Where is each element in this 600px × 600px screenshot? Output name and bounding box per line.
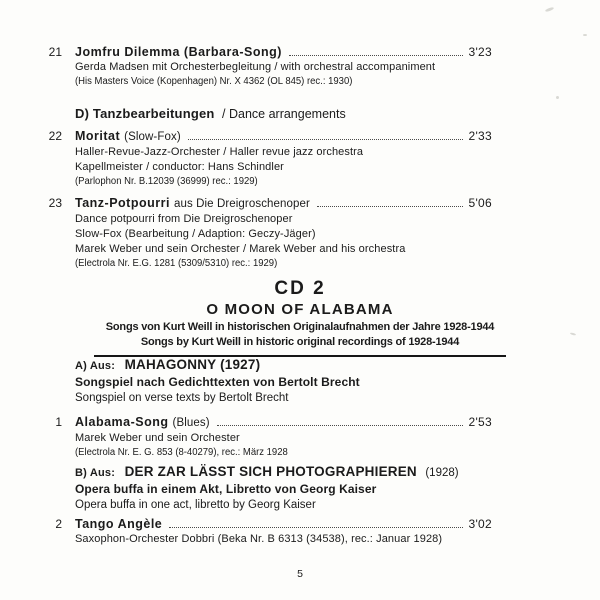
track-title-row (32, 44, 492, 60)
cd-album-title: O MOON OF ALABAMA (206, 301, 394, 318)
track-details (75, 212, 492, 271)
track-title: Moritat (75, 129, 121, 143)
section-heading-b (75, 464, 600, 513)
track-item-1 (32, 414, 492, 460)
cd2-header (0, 278, 600, 357)
dotted-leader (169, 527, 463, 528)
section-prefix: B) Aus: (75, 467, 116, 479)
track-title: Tanz-Potpourri (75, 196, 170, 210)
performer-line: Marek Weber und sein Orchester (75, 432, 240, 444)
track-title-note: aus Die Dreigroschenoper (173, 198, 310, 210)
dotted-leader (188, 139, 464, 140)
cd-description-en: Songs by Kurt Weill in historic original recordings of 1928-1944 (140, 336, 460, 348)
title-translation-line: Dance potpourri from Die Dreigroschenoper (75, 213, 293, 225)
catalog-line: (Electrola Nr. E. G. 853 (8-40279), rec.: März 1928 (75, 447, 288, 458)
page-number: 5 (297, 568, 303, 580)
track-title-row (32, 516, 492, 532)
cd-description-de: Songs von Kurt Weill in historischen Originalaufnahmen der Jahre 1928-1944 (105, 321, 495, 333)
section-subtitle-en: Songspiel on verse texts by Bertolt Brecht (75, 392, 289, 404)
section-title-row (75, 464, 600, 481)
track-duration: 3'02 (468, 517, 492, 531)
track-title-note: (Blues) (172, 417, 210, 429)
track-duration: 3'23 (468, 45, 492, 59)
section-subtitle-en: Opera buffa in one act, libretto by Georg Kaiser (75, 499, 316, 511)
arrangement-line: Slow-Fox (Bearbeitung / Adaption: Geczy-Jäger) (75, 228, 316, 240)
section-prefix: A) Aus: (75, 360, 116, 372)
section-subtitle-de: Opera buffa in einem Akt, Libretto von Georg Kaiser (75, 482, 377, 496)
section-label-en: / Dance arrangements (222, 107, 346, 121)
performer-line: Marek Weber und sein Orchester / Marek Weber and his orchestra (75, 243, 406, 255)
performer-line: Saxophon-Orchester Dobbri (Beka Nr. B 6313 (34538), rec.: Januar 1928) (75, 533, 443, 545)
dotted-leader (317, 206, 464, 207)
track-details (75, 431, 492, 460)
conductor-line: Kapellmeister / conductor: Hans Schindler (75, 161, 284, 173)
track-number: 22 (48, 129, 62, 143)
track-title-row (32, 128, 492, 145)
catalog-line: (Parlophon Nr. B.12039 (36999) rec.: 1929) (75, 176, 258, 187)
track-item-21 (32, 44, 492, 89)
track-duration: 2'53 (468, 415, 492, 429)
track-duration: 5'06 (468, 196, 492, 210)
section-year: (1928) (425, 467, 459, 479)
catalog-line: (His Masters Voice (Kopenhagen) Nr. X 4362 (OL 845) rec.: 1930) (75, 76, 353, 87)
dotted-leader (289, 55, 464, 56)
track-details (75, 145, 492, 189)
track-title-row (32, 195, 492, 212)
scan-artifact (556, 96, 559, 99)
track-title: Alabama-Song (75, 415, 169, 429)
section-heading-a (75, 357, 600, 406)
section-label-de: D) Tanzbearbeitungen (75, 106, 215, 121)
catalog-line: (Electrola Nr. E.G. 1281 (5309/5310) rec.: 1929) (75, 258, 278, 269)
track-item-2 (32, 516, 492, 547)
performer-line: Haller-Revue-Jazz-Orchester / Haller revue jazz orchestra (75, 146, 364, 158)
track-title-note: (Slow-Fox) (124, 131, 181, 143)
cd-number-title: CD 2 (274, 278, 326, 299)
track-details (75, 60, 492, 89)
section-heading-d (75, 106, 600, 122)
section-subtitle-de: Songspiel nach Gedichttexten von Bertolt Brecht (75, 375, 360, 389)
section-work-title: MAHAGONNY (1927) (124, 357, 261, 372)
dotted-leader (217, 425, 464, 426)
scan-artifact (583, 34, 587, 36)
performer-line: Gerda Madsen mit Orchesterbegleitung / with orchestral accompaniment (75, 61, 436, 73)
track-item-23 (32, 195, 492, 271)
track-number: 2 (55, 517, 62, 531)
track-title: Jomfru Dilemma (Barbara-Song) (75, 45, 282, 59)
track-number: 1 (55, 415, 62, 429)
track-number: 23 (48, 196, 62, 210)
track-number: 21 (48, 45, 62, 59)
track-item-22 (32, 128, 492, 189)
section-title-row (75, 357, 600, 374)
track-duration: 2'33 (468, 129, 492, 143)
track-details (75, 532, 492, 547)
track-title: Tango Angèle (75, 517, 163, 531)
section-work-title: DER ZAR LÄSST SICH PHOTOGRAPHIEREN (124, 464, 417, 479)
track-title-row (32, 414, 492, 431)
